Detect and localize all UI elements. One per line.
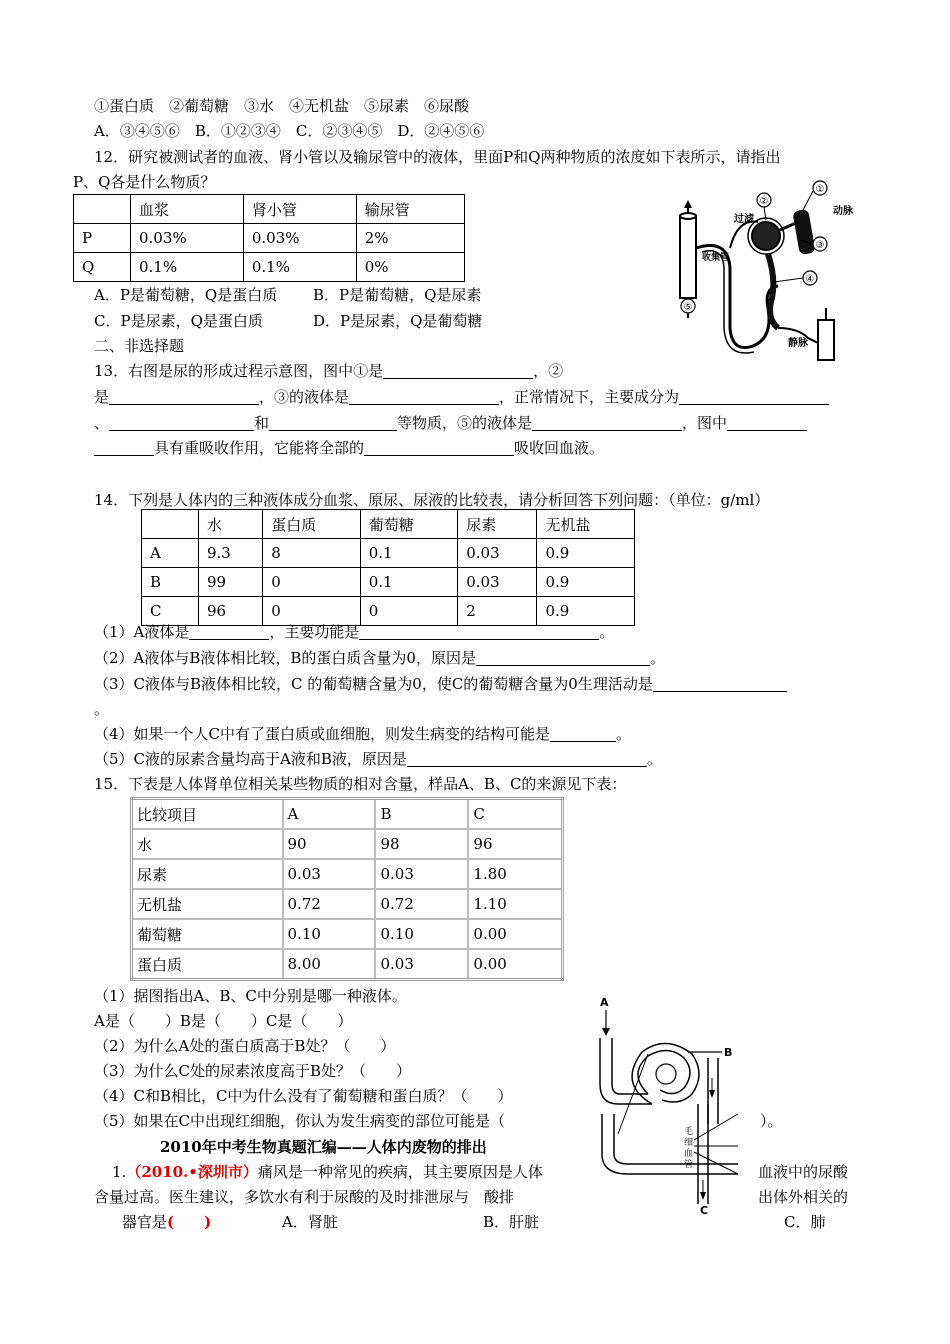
fig1-label-4: ④ [805,274,815,285]
table-header-cell: 血浆 [131,195,244,224]
fig1-label-2: ② [759,196,769,207]
fig2-cap-char: 血 [684,1149,694,1159]
vein-shape [818,320,834,360]
answer-blank[interactable] [364,439,514,456]
fig2-label-b: B [724,1046,733,1059]
table-row [132,799,563,830]
collecting-duct-shape [680,216,696,298]
answer-blank[interactable] [359,623,599,640]
fig1-label-1: ① [815,184,825,195]
answer-blank[interactable] [383,362,533,379]
table-cell: 0 [263,568,361,597]
fig2-label-c: C [699,1204,709,1214]
table-header-cell: 输尿管 [356,195,464,224]
table-cell: 0.03 [458,539,537,568]
table-row [142,510,635,539]
q12-option-b: B．P是葡萄糖，Q是尿素 [313,286,482,304]
table-cell: 0.1% [243,253,356,282]
q13-text: 等物质，⑤的液体是 [397,414,533,432]
q14-text: （1）A液体是 [94,623,190,641]
table-cell: 0.9 [537,597,635,626]
table-header-cell: 尿素 [458,510,537,539]
answer-blank[interactable] [94,439,154,456]
q1-line3 [122,1212,211,1232]
answer-blank[interactable] [109,388,259,405]
q14-text: （2）A液体与B液体相比较，B的蛋白质含量为0，原因是 [94,649,476,667]
table-cell: 0.03 [375,859,468,889]
nephron-tubule-figure [588,994,748,1214]
q14-table [141,509,635,626]
q15-sub3: （3）为什么C处的尿素浓度高于B处？（ ） [94,1062,412,1080]
q14-sub3-end: 。 [94,700,110,718]
table-cell [142,510,199,539]
q13-text: ，③的液体是 [259,388,350,406]
table-header-cell: 比较项目 [132,799,283,830]
q14-sub2 [94,648,665,668]
table-cell: 1.10 [468,889,562,919]
answer-blank[interactable] [407,750,647,767]
q14-text: 。 [649,649,665,667]
table-header-cell: 蛋白质 [263,510,361,539]
table-cell: 0.03 [283,859,376,889]
table-cell: 0.03% [131,224,244,253]
q1-number: 1. [112,1163,127,1181]
q14-sub1 [94,622,614,642]
table-cell: 2% [356,224,464,253]
q13-text: ，图中 [682,414,728,432]
table-header-cell: 无机盐 [537,510,635,539]
q13-line4 [94,438,604,458]
fig1-label-collecting: 收集管 [702,253,730,263]
answer-blank[interactable] [269,414,397,431]
table-cell: 无机盐 [132,889,283,919]
q15-stem: 15．下表是人体肾单位相关某些物质的相对含量，样品A、B、C的来源见下表： [94,775,627,793]
q14-text: （4）如果一个人C中有了蛋白质或血细胞，则发生病变的结构可能是 [94,725,551,743]
table-cell: 96 [468,829,562,859]
table-cell: 8 [263,539,361,568]
q15-sub1-answers: A是（ ）B是（ ）C是（ ） [94,1012,353,1030]
table-row [74,253,465,282]
table-cell: 0.10 [375,919,468,949]
fig1-label-5: ⑤ [683,302,693,313]
q13-line2 [94,387,829,407]
table-header-cell: 水 [199,510,263,539]
q13-text: 是 [94,388,110,406]
table-row [132,919,563,949]
table-cell: A [142,539,199,568]
table-header-cell: A [283,799,376,830]
table-cell: 0.72 [375,889,468,919]
fig1-label-3: ③ [815,240,825,251]
q15-sub2: （2）为什么A处的蛋白质高于B处？（ ） [94,1037,396,1055]
q15-text: （5）如果在C中出现红细胞，你认为发生病变的部位可能是（ [94,1112,506,1130]
fig2-label-a: A [600,996,609,1009]
q12-table [73,194,465,282]
q15-table [130,797,564,981]
q12-stem-line2: P、Q各是什么物质？ [73,173,216,191]
table-row [142,539,635,568]
table-cell: 90 [283,829,376,859]
table-header-cell: C [468,799,562,830]
q12-option-c: C．P是尿素，Q是蛋白质 [94,312,263,330]
q1-line1-end: 血液中的尿酸 [758,1163,849,1181]
table-cell: 0 [263,597,361,626]
q1-line1 [112,1162,543,1182]
fig1-label-filter: 过滤 [734,214,754,225]
table-cell [74,195,131,224]
answer-blank[interactable] [189,623,269,640]
q11-options: A．③④⑤⑥ B．①②③④ C．②③④⑤ D．②④⑤⑥ [94,122,485,140]
section-heading-nonchoice: 二、非选择题 [94,337,185,355]
table-cell: 0.72 [283,889,376,919]
q13-line1 [94,361,563,381]
table-header-cell: B [375,799,468,830]
table-cell: 0 [360,597,458,626]
q13-text: 吸收回血液。 [514,439,605,457]
q15-sub5-end: ）。 [760,1112,783,1130]
q1-option-c: C．肺 [784,1213,826,1231]
table-cell: 0.00 [468,949,562,980]
table-cell: P [74,224,131,253]
table-cell: Q [74,253,131,282]
table-cell: 99 [199,568,263,597]
table-cell: 0.1 [360,539,458,568]
table-cell: 9.3 [199,539,263,568]
q14-stem: 14．下列是人体内的三种液体成分血浆、原尿、尿液的比较表，请分析回答下列问题：（单位：g/ml） [94,491,770,509]
table-row [142,568,635,597]
q1-option-a: A．肾脏 [282,1213,338,1231]
q11-items: ①蛋白质 ②葡萄糖 ③水 ④无机盐 ⑤尿素 ⑥尿酸 [94,97,470,115]
q1-source: （2010.•深圳市） [126,1163,258,1181]
answer-blank[interactable] [109,414,254,431]
table-cell: 0.1% [131,253,244,282]
table-cell: 96 [199,597,263,626]
q13-text: 13．右图是尿的形成过程示意图，图中①是 [94,362,384,380]
table-cell: 0.9 [537,539,635,568]
table-row [74,224,465,253]
section-heading-2010: 2010年中考生物真题汇编——人体内废物的排出 [160,1138,487,1156]
q13-text: 、 [94,414,110,432]
q14-text: 。 [616,725,632,743]
q14-text: 。 [646,750,662,768]
table-header-cell: 葡萄糖 [360,510,458,539]
table-row [132,949,563,980]
fig1-label-artery: 动脉 [833,206,853,217]
fig2-cap-char: 管 [684,1160,694,1170]
table-row [132,859,563,889]
q13-text: ，② [533,362,564,380]
table-cell: 尿素 [132,859,283,889]
table-cell: 0.03 [375,949,468,980]
q15-sub1: （1）据图指出A、B、C中分别是哪一种液体。 [94,987,407,1005]
table-cell: 98 [375,829,468,859]
table-cell: B [142,568,199,597]
q12-option-d: D．P是尿素，Q是葡萄糖 [313,312,483,330]
q14-sub3 [94,674,787,694]
table-cell: 1.80 [468,859,562,889]
q1-text: 器官是 [122,1213,168,1231]
q12-option-a: A．P是葡萄糖，Q是蛋白质 [94,286,278,304]
q15-sub4: （4）C和B相比，C中为什么没有了葡萄糖和蛋白质？（ ） [94,1087,513,1105]
urine-formation-figure [668,178,864,363]
answer-blank[interactable] [532,414,682,431]
q1-line2-end: 出体外相关的 [758,1188,849,1206]
answer-blank[interactable] [476,649,650,666]
table-cell: 2 [458,597,537,626]
answer-blank[interactable] [679,388,829,405]
q1-option-b: B．肝脏 [483,1213,540,1231]
table-row [74,195,465,224]
q14-text: ，主要功能是 [269,623,360,641]
table-cell: 葡萄糖 [132,919,283,949]
table-header-cell: 肾小管 [243,195,356,224]
table-cell: 蛋白质 [132,949,283,980]
q1-text: 痛风是一种常见的疾病，其主要原因是人体 [257,1163,543,1181]
fig2-cap-char: 细 [684,1138,694,1148]
answer-blank[interactable] [727,414,807,431]
artery-shape [792,209,815,255]
answer-blank[interactable] [349,388,499,405]
q13-text: 和 [254,414,270,432]
q14-sub5 [94,749,662,769]
q13-text: 具有重吸收作用，它能将全部的 [154,439,365,457]
q14-sub4 [94,724,631,744]
q1-answer-paren[interactable]: ( ) [167,1213,212,1231]
table-cell: 0.1 [360,568,458,597]
glomerulus-shape [752,222,780,250]
q12-stem-line1: 12．研究被测试者的血液、肾小管以及输尿管中的液体，里面P和Q两种物质的浓度如下表所示，请指出 [94,148,781,166]
table-row [132,889,563,919]
q14-text: （5）C液的尿素含量均高于A液和B液，原因是 [94,750,407,768]
table-cell: 水 [132,829,283,859]
table-cell: 0.03 [458,568,537,597]
q13-text: ，正常情况下，主要成分为 [499,388,680,406]
table-cell: 8.00 [283,949,376,980]
table-cell: 0.00 [468,919,562,949]
table-cell: C [142,597,199,626]
answer-blank[interactable] [653,675,787,692]
q1-line2: 含量过高。医生建议，多饮水有利于尿酸的及时排泄尿与 酸排 [94,1188,515,1206]
table-cell: 0.9 [537,568,635,597]
fig2-cap-char: 毛 [684,1127,694,1137]
table-cell: 0% [356,253,464,282]
answer-blank[interactable] [550,725,616,742]
q15-sub5 [94,1111,505,1131]
q14-text: （3）C液体与B液体相比较，C 的葡萄糖含量为0，使C的葡萄糖含量为0生理活动是 [94,675,653,693]
table-cell: 0.10 [283,919,376,949]
table-row [132,829,563,859]
q13-line3 [94,413,807,433]
q14-text: 。 [599,623,615,641]
table-cell: 0.03% [243,224,356,253]
fig1-label-vein: 静脉 [788,338,808,349]
